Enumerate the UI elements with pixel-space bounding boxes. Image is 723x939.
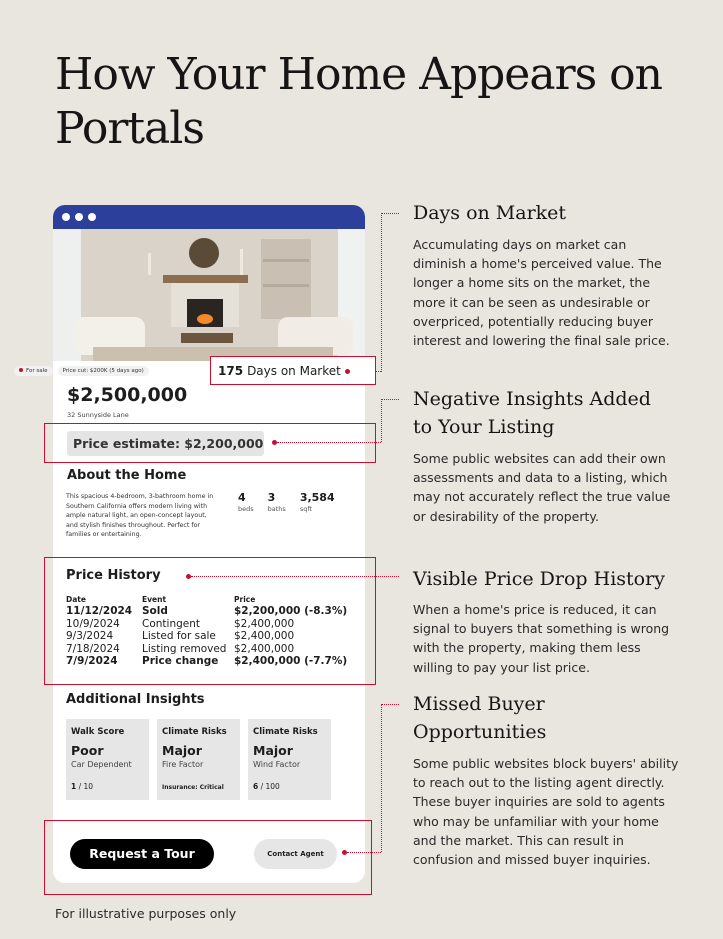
stat-sqft: 3,584 sqft (299, 491, 335, 513)
page-title: How Your Home Appears on Portals (55, 49, 662, 154)
callout-heading-price-drop: Visible Price Drop History (413, 568, 665, 590)
table-row: 7/9/2024 Price change $2,400,000 (-7.7%) (66, 655, 348, 667)
footnote: For illustrative purposes only (55, 906, 237, 921)
price-history-heading: Price History (66, 568, 161, 583)
request-tour-button[interactable]: Request a Tour (70, 839, 214, 869)
days-on-market-badge (210, 356, 376, 385)
fire-risk-card: Climate Risks Major Fire Factor Insurance: Critical (157, 719, 240, 800)
connector-line (381, 704, 399, 705)
connector-line (381, 704, 382, 852)
days-count: 175 (218, 364, 244, 378)
for-sale-chip: For sale (14, 366, 53, 376)
insight-cards (66, 719, 331, 800)
callout-body-days: Accumulating days on market can diminish a home's perceived value. The longer a home sits on the market, the more it can be seen as undesirable or overpriced, potentially reducing buyer interest and lowering the final sale price. (413, 237, 670, 349)
connector-line (381, 399, 399, 400)
table-row: 10/9/2024 Contingent $2,400,000 (66, 617, 295, 630)
listing-price: $2,500,000 (67, 384, 188, 406)
about-description: This spacious 4-bedroom, 3-bathroom home in Southern California offers modern living with ample natural light, an open-concept layout, and stylish finishes throughout. Perfect for families or entertaining. (66, 493, 214, 539)
callout-heading-insights: Negative Insights Added to Your Listing (413, 388, 651, 438)
connector-dot-icon (345, 369, 350, 374)
home-stats (238, 491, 335, 513)
browser-bar (53, 205, 365, 229)
connector-line (277, 442, 381, 443)
insights-heading: Additional Insights (66, 692, 205, 707)
window-dot-icon (75, 213, 83, 221)
price-cut-chip: Price cut: $200K (5 days ago) (58, 366, 149, 376)
connector-line (191, 576, 399, 577)
connector-line (381, 213, 399, 214)
callout-heading-days: Days on Market (413, 202, 567, 224)
stat-baths: 3 baths (267, 491, 286, 513)
walk-score-card: Walk Score Poor Car Dependent 1 / 10 (66, 719, 149, 800)
table-row: 9/3/2024 Listed for sale $2,400,000 (66, 630, 295, 642)
window-dot-icon (62, 213, 70, 221)
stat-beds: 4 beds (238, 491, 254, 513)
connector-line (381, 213, 382, 372)
about-heading: About the Home (67, 468, 187, 483)
price-history-table (66, 594, 347, 668)
status-dot-icon (19, 368, 23, 372)
callout-body-price-drop: When a home's price is reduced, it can signal to buyers that something is wrong with the property, making them less willing to pay your list price. (413, 602, 670, 675)
window-dot-icon (88, 213, 96, 221)
connector-line (381, 399, 382, 442)
table-row: 11/12/2024 Sold $2,200,000 (-8.3%) (66, 605, 348, 617)
listing-photo (53, 229, 365, 361)
connector-line (347, 852, 381, 853)
table-header: Date Event Price (66, 595, 256, 604)
callout-body-buyers: Some public websites block buyers' ability to reach out to the listing agent directly. These buyer inquiries are sold to agents who may be unfamiliar with your home and the market. This can result in confusion and missed buyer inquiries. (413, 756, 679, 868)
days-label: Days on Market (247, 364, 341, 378)
listing-address: 32 Sunnyside Lane (67, 411, 129, 419)
callout-heading-buyers: Missed Buyer Opportunities (413, 693, 547, 743)
callout-body-insights: Some public websites can add their own assessments and data to a listing, which may not accurately reflect the true value or desirability of the property. (413, 451, 671, 524)
contact-agent-button[interactable]: Contact Agent (254, 839, 337, 869)
wind-risk-card: Climate Risks Major Wind Factor 6 / 100 (248, 719, 331, 800)
listing-status-chips (14, 366, 149, 376)
table-row: 7/18/2024 Listing removed $2,400,000 (66, 642, 295, 655)
price-estimate: Price estimate: $2,200,000 (67, 431, 264, 456)
